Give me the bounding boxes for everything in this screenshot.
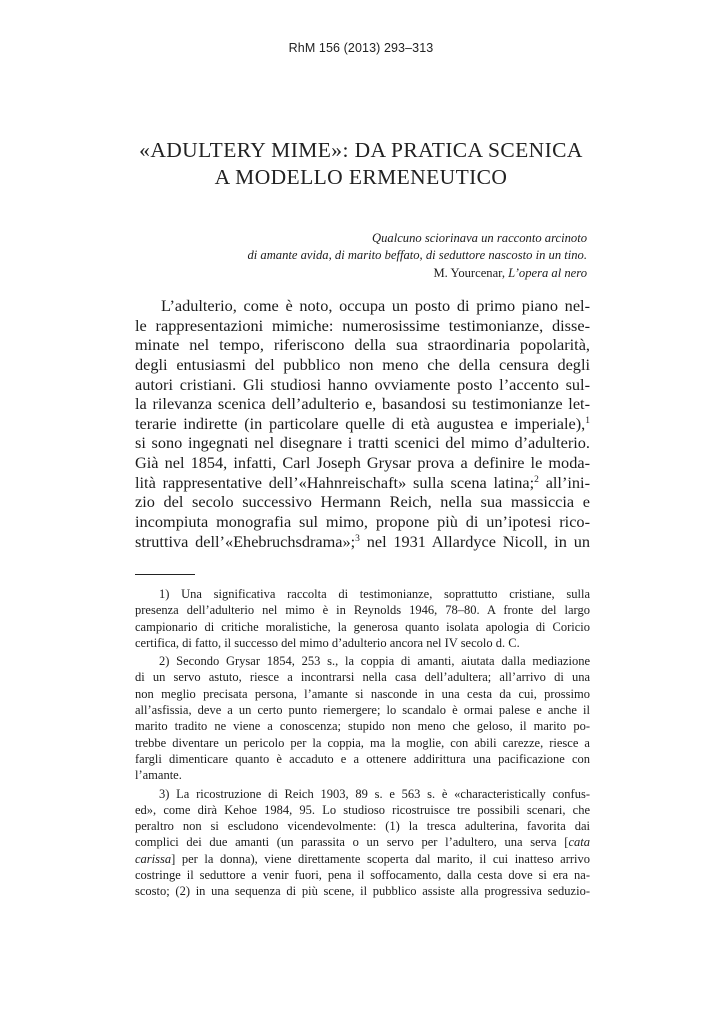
body-line-text: terarie indirette (in particolare quelle di età augustea e imperiale), (135, 413, 586, 433)
body-line: la rilevanza scenica dell’adulterio e, basandosi su testimonianze let- (135, 394, 590, 414)
epigraph-line-1: Qualcuno sciorinava un racconto arcinoto (372, 231, 587, 245)
epigraph-attribution (247, 265, 587, 282)
footnote-line (135, 851, 590, 867)
footnote-ref-2: 2 (534, 474, 539, 485)
latin-term: cata (568, 835, 590, 850)
body-line (135, 414, 590, 434)
body-line-text: lità rappresentative dell’«Hahnreischaft» sulla scena latina; (135, 472, 535, 492)
footnote-line: non meglio precisata persona, l’amante si nasconde in una cesta da cui, prossimo (135, 686, 590, 701)
epigraph (247, 230, 587, 282)
footnote-line: ed», come dirà Kehoe 1984, 95. Lo studioso ricostruisce tre possibili scenari, che (135, 802, 590, 817)
footnote-line: 1) Una significativa raccolta di testimonianze, soprattutto cristiane, sulla (159, 587, 590, 601)
epigraph-author: M. Yourcenar, (433, 265, 506, 280)
journal-header: RhM 156 (2013) 293–313 (288, 41, 434, 55)
body-line: minate nel tempo, riferiscono della sua straordinaria popolarità, (135, 335, 590, 355)
body-line: zio del secolo successivo Hermann Reich, nella sua massiccia e (135, 492, 590, 512)
footnote-rule (135, 574, 195, 575)
footnote-line (135, 834, 590, 850)
body-line: autori cristiani. Gli studiosi hanno ovviamente posto l’accento sul- (135, 374, 590, 394)
footnote-line: scosto; (2) in una sequenza di più scene, il pubblico assiste alla progressiva seduzio- (135, 884, 590, 899)
footnote-line: campionario di critiche moralistiche, la generosa quanto isolata apologia di Coricio (135, 619, 590, 634)
title-line-2: A MODELLO ERMENEUTICO (214, 165, 508, 189)
body-line-tail: nel 1931 Allardyce Nicoll, in un (366, 531, 590, 551)
footnote-line: costringe il seduttore a venir fuori, pena il soffocamento, dalla cesta dove si era na- (135, 868, 590, 883)
body-line: si sono ingegnati nel disegnare i tratti scenici del mimo d’adulterio. (135, 433, 590, 453)
footnote-line-text: ] per la donna), viene direttamente scoperta dal marito, il cui inatteso arrivo (171, 851, 590, 866)
body-text (135, 296, 590, 551)
footnote-line: fargli dimenticare quanto è accaduto e a ottenere addirittura una pacificazione con (135, 751, 590, 766)
body-line: L’adulterio, come è noto, occupa un posto di primo piano nel- (161, 296, 590, 315)
footnote-ref-1: 1 (585, 415, 590, 426)
epigraph-work: L’opera al nero (508, 265, 587, 280)
footnote-line: 3) La ricostruzione di Reich 1903, 89 s. e 563 s. è «characteristically confus- (159, 786, 590, 801)
body-line (135, 532, 590, 552)
body-line: degli entusiasmi del pubblico non meno che della censura degli (135, 354, 590, 374)
body-line: le rappresentazioni mimiche: numerosissime testimonianze, disse- (135, 315, 590, 335)
footnotes (135, 586, 590, 900)
body-line-text: struttiva dell’«Ehebruchsdrama»; (135, 531, 356, 551)
latin-term: carissa (135, 851, 172, 866)
footnote-line: certifica, di fatto, il successo del mimo d’adulterio ancora nel IV secolo d. C. (135, 635, 520, 650)
footnote-ref-3: 3 (355, 533, 360, 544)
footnote-line: all’asfissia, deve a un certo punto riemergere; lo scandalo è ormai palese e anche il (135, 703, 590, 718)
title-line-1: «ADULTERY MIME»: DA PRATICA SCENICA (139, 138, 583, 162)
body-line (135, 473, 590, 493)
footnote-line: presenza dell’adulterio nel mimo è in Reynolds 1946, 78–80. A fronte del largo (135, 603, 590, 618)
footnote-line: 2) Secondo Grysar 1854, 253 s., la coppia di amanti, aiutata dalla mediazione (159, 654, 590, 669)
footnote-line: l’amante. (135, 768, 182, 783)
footnote-line: di un servo astuto, riesce a incontrarsi nella casa dell’adultera; all’arrivo di una (135, 670, 590, 685)
footnote-line: trebbe diventare un pericolo per la coppia, ma la moglie, con abili carezze, riesce a (135, 735, 590, 750)
footnote-line-text: complici dei due amanti (un parassita o un servo per l’adultero, una serva [ (135, 835, 569, 850)
footnote-line: peraltro non si escludono vicendevolmente: (1) la tresca adulterina, favorita dai (135, 819, 590, 834)
body-line-tail: all’ini- (545, 472, 590, 492)
article-title (60, 137, 662, 191)
footnote-line: marito tradito ne viene a conoscenza; stupido non meno che geloso, il marito po- (135, 719, 590, 734)
body-line: incompiuta monografia sul mimo, propone più di un’ipotesi rico- (135, 512, 590, 532)
epigraph-line-2: di amante avida, di marito beffato, di seduttore nascosto in un tino. (247, 248, 587, 263)
body-line: Già nel 1854, infatti, Carl Joseph Grysar prova a definire le moda- (135, 453, 590, 473)
